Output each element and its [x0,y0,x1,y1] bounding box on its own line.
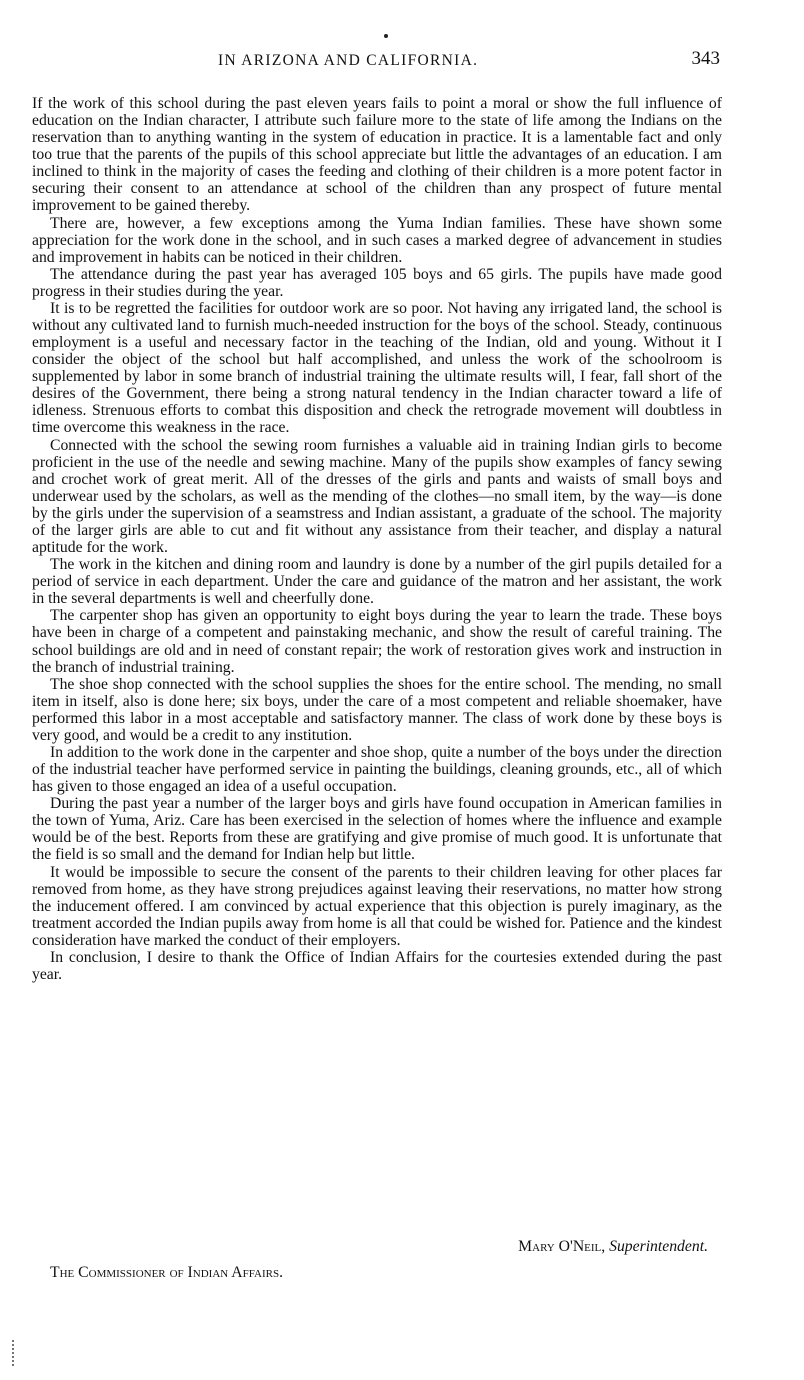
addressee: The Commissioner of Indian Affairs. [50,1264,283,1281]
body-text [32,95,722,983]
paragraph: The shoe shop connected with the school supplies the shoes for the entire school. The mending, no small item in itself, also is done here; six boys, under the care of a most competent and reliable shoemaker, have performed this labor in a most acceptable and satisfactory manner. The class of work done by these boys is very good, and would be a credit to any institution. [32,675,722,744]
paragraph: There are, however, a few exceptions among the Yuma Indian families. These have shown some appreciation for the work done in the school, and in such cases a marked degree of advancement in studies and improvement in habits can be noticed in their children. [32,214,722,266]
page-number: 343 [691,48,720,69]
paragraph: During the past year a number of the larger boys and girls have found occupation in American families in the town of Yuma, Ariz. Care has been exercised in the selection of homes where the influence and example would be of the best. Reports from these are gratifying and give promise of much good. It is unfortunate that the field is so small and the demand for Indian help but little. [32,795,722,864]
paragraph: The carpenter shop has given an opportunity to eight boys during the year to learn the trade. These boys have been in charge of a competent and painstaking mechanic, and show the result of careful training. The school buildings are old and in need of constant repair; the work of restoration gives work and instruction in the branch of industrial training. [32,607,722,676]
paragraph: The attendance during the past year has averaged 105 boys and 65 girls. The pupils have made good progress in their studies during the year. [32,265,722,300]
signature [518,1238,708,1256]
paragraph: It is to be regretted the facilities for outdoor work are so poor. Not having any irrigated land, the school is without any cultivated land to furnish much-needed instruction for the boys of the school. Steady, continuous employment is a useful and necessary factor in the teaching of the Indian, old and young. Without it I consider the object of the school but half accomplished, and unless the work of the schoolroom is supplemented by labor in some branch of industrial training the ultimate results will, I fear, fall short of the desires of the Government, there being a strong natural tendency in the Indian character toward a life of idleness. Strenuous efforts to combat this disposition and check the retrograde movement will doubtless in time overcome this weakness in the race. [32,299,722,437]
running-title: IN ARIZONA AND CALIFORNIA. [218,52,479,69]
margin-mark [12,1340,16,1366]
paragraph: The work in the kitchen and dining room and laundry is done by a number of the girl pupils detailed for a period of service in each department. Under the care and guidance of the matron and her assistant, the work in the several departments is well and cheerfully done. [32,556,722,608]
paragraph: It would be impossible to secure the consent of the parents to their children leaving for other places far removed from home, as they have strong prejudices against leaving their reservations, no matter how strong the inducement offered. I am convinced by actual experience that this objection is purely imaginary, as the treatment accorded the Indian pupils away from home is all that could be wished for. Patience and the kindest consideration have marked the conduct of their employers. [32,863,722,949]
paragraph: If the work of this school during the past eleven years fails to point a moral or show the full influence of education on the Indian character, I attribute such failure more to the state of life among the Indians on the reservation than to anything wanting in the system of education in practice. It is a lamentable fact and only too true that the parents of the pupils of this school appreciate but little the advantages of an education. I am inclined to think in the majority of cases the feeding and clothing of their children is a more potent factor in securing their consent to an attendance at school of the children than any prospect of future mental improvement to be gained thereby. [32,95,722,215]
paragraph: Connected with the school the sewing room furnishes a valuable aid in training Indian girls to become proficient in the use of the needle and sewing machine. Many of the pupils show examples of fancy sewing and crochet work of great merit. All of the dresses of the girls and pants and waists of small boys and underwear used by the scholars, as well as the mending of the clothes—no small item, by the way—is done by the girls under the supervision of a seamstress and Indian assistant, a graduate of the school. The majority of the larger girls are able to cut and fit without any assistance from their teacher, and display a natural aptitude for the work. [32,436,722,557]
signature-title: Superintendent. [609,1238,708,1255]
paragraph: In conclusion, I desire to thank the Office of Indian Affairs for the courtesies extended during the past year. [32,948,722,983]
signature-name: Mary O'Neil, [518,1238,606,1255]
running-header [32,48,722,76]
paragraph: In addition to the work done in the carpenter and shoe shop, quite a number of the boys under the direction of the industrial teacher have performed service in painting the buildings, cleaning grounds, etc., all of which has given to those engaged an idea of a useful occupation. [32,743,722,796]
print-speck [384,34,388,38]
